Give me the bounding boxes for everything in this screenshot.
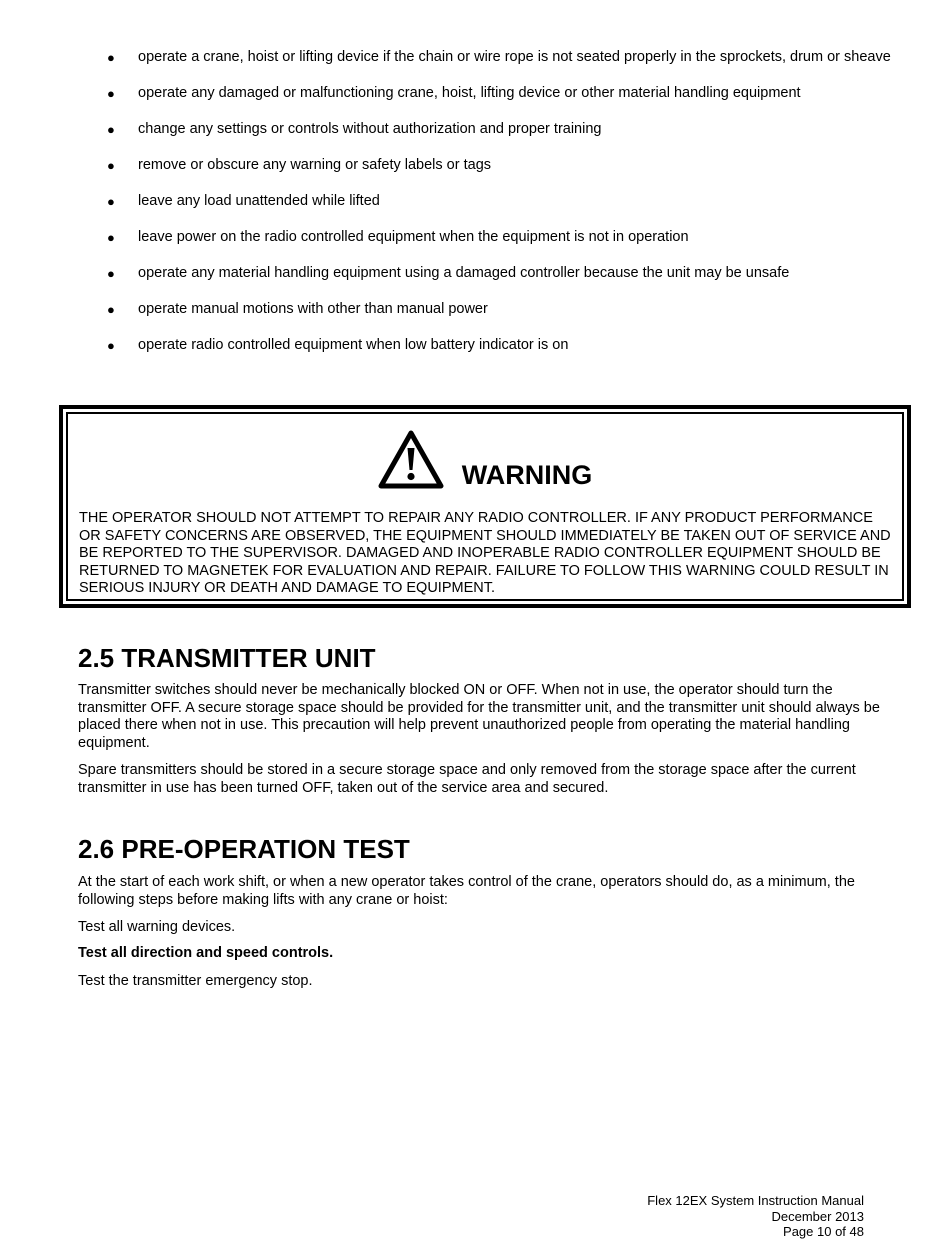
bullet-icon: ● — [107, 158, 115, 173]
prohibited-actions-list — [104, 49, 894, 373]
bullet-icon: ● — [107, 338, 115, 353]
section-heading-transmitter-unit: 2.5 TRANSMITTER UNIT — [78, 643, 376, 673]
page-footer — [647, 1193, 864, 1240]
list-item — [104, 121, 894, 139]
list-item — [104, 85, 894, 103]
list-item-text: operate radio controlled equipment when low battery indicator is on — [138, 337, 569, 353]
list-item — [104, 157, 894, 175]
warning-header — [68, 422, 902, 490]
footer-manual-title: Flex 12EX System Instruction Manual — [647, 1193, 864, 1208]
bullet-icon: ● — [107, 194, 115, 209]
list-item — [104, 301, 894, 319]
list-item-text: operate manual motions with other than manual power — [138, 301, 488, 317]
bullet-icon: ● — [107, 266, 115, 281]
footer-page-number: Page 10 of 48 — [783, 1224, 864, 1239]
pre-operation-intro: At the start of each work shift, or when a new operator takes control of the crane, operators should do, as a minimum, the following steps before making lifts with any crane or hoist: — [78, 874, 855, 908]
warning-text: THE OPERATOR SHOULD NOT ATTEMPT TO REPAIR ANY RADIO CONTROLLER. IF ANY PRODUCT PERFORMANCE OR SAFETY CONCERNS ARE OBSERVED, THE EQUIPMENT SHOULD IMMEDIATELY BE TAKEN OUT OF SERVICE AND BE REPORTED TO THE SUPERVISOR. DAMAGED AND INOPERABLE RADIO CONTROLLER EQUIPMENT SHOULD BE RETURNED TO MAGNETEK FOR EVALUATION AND REPAIR. FAILURE TO FOLLOW THIS WARNING COULD RESULT IN SERIOUS INJURY OR DEATH AND DAMAGE TO EQUIPMENT. — [79, 510, 891, 596]
bullet-icon: ● — [107, 50, 115, 65]
pre-operation-step: Test the transmitter emergency stop. — [78, 973, 313, 989]
list-item-text: operate any material handling equipment using a damaged controller because the unit may be unsafe — [138, 265, 790, 281]
footer-date: December 2013 — [771, 1208, 864, 1224]
warning-title: WARNING — [461, 460, 593, 490]
bullet-icon: ● — [107, 302, 115, 317]
bullet-icon: ● — [107, 230, 115, 245]
list-item-text: leave power on the radio controlled equipment when the equipment is not in operation — [138, 229, 689, 245]
pre-operation-step: Test all direction and speed controls. — [78, 945, 334, 961]
bullet-icon: ● — [107, 122, 115, 137]
list-item-text: change any settings or controls without authorization and proper training — [138, 121, 602, 137]
transmitter-paragraph-1: Transmitter switches should never be mechanically blocked ON or OFF. When not in use, the operator should turn the transmitter OFF. A secure storage space should be provided for the transmitter unit, and the transmitter unit should always be placed there when not in use. This precaution will help prevent unauthorized people from operating the material handling equipment. — [78, 682, 880, 751]
list-item — [104, 49, 894, 67]
warning-box-inner — [66, 412, 904, 601]
list-item — [104, 193, 894, 211]
bullet-icon: ● — [107, 86, 115, 101]
list-item-text: operate a crane, hoist or lifting device if the chain or wire rope is not seated properly in the sprockets, drum or sheave — [138, 49, 891, 65]
transmitter-paragraph-2: Spare transmitters should be stored in a secure storage space and only removed from the storage space after the current transmitter in use has been turned OFF, taken out of the service area and secured. — [78, 762, 856, 796]
section-heading-pre-operation-test: 2.6 PRE-OPERATION TEST — [78, 834, 410, 864]
list-item-text: remove or obscure any warning or safety labels or tags — [138, 157, 492, 173]
list-item — [104, 229, 894, 247]
warning-triangle-icon — [378, 430, 444, 490]
list-item — [104, 265, 894, 283]
pre-operation-step: Test all warning devices. — [78, 919, 236, 935]
warning-box — [59, 405, 911, 608]
list-item-text: operate any damaged or malfunctioning crane, hoist, lifting device or other material handling equipment — [138, 85, 801, 101]
list-item — [104, 337, 894, 355]
list-item-text: leave any load unattended while lifted — [138, 193, 380, 209]
